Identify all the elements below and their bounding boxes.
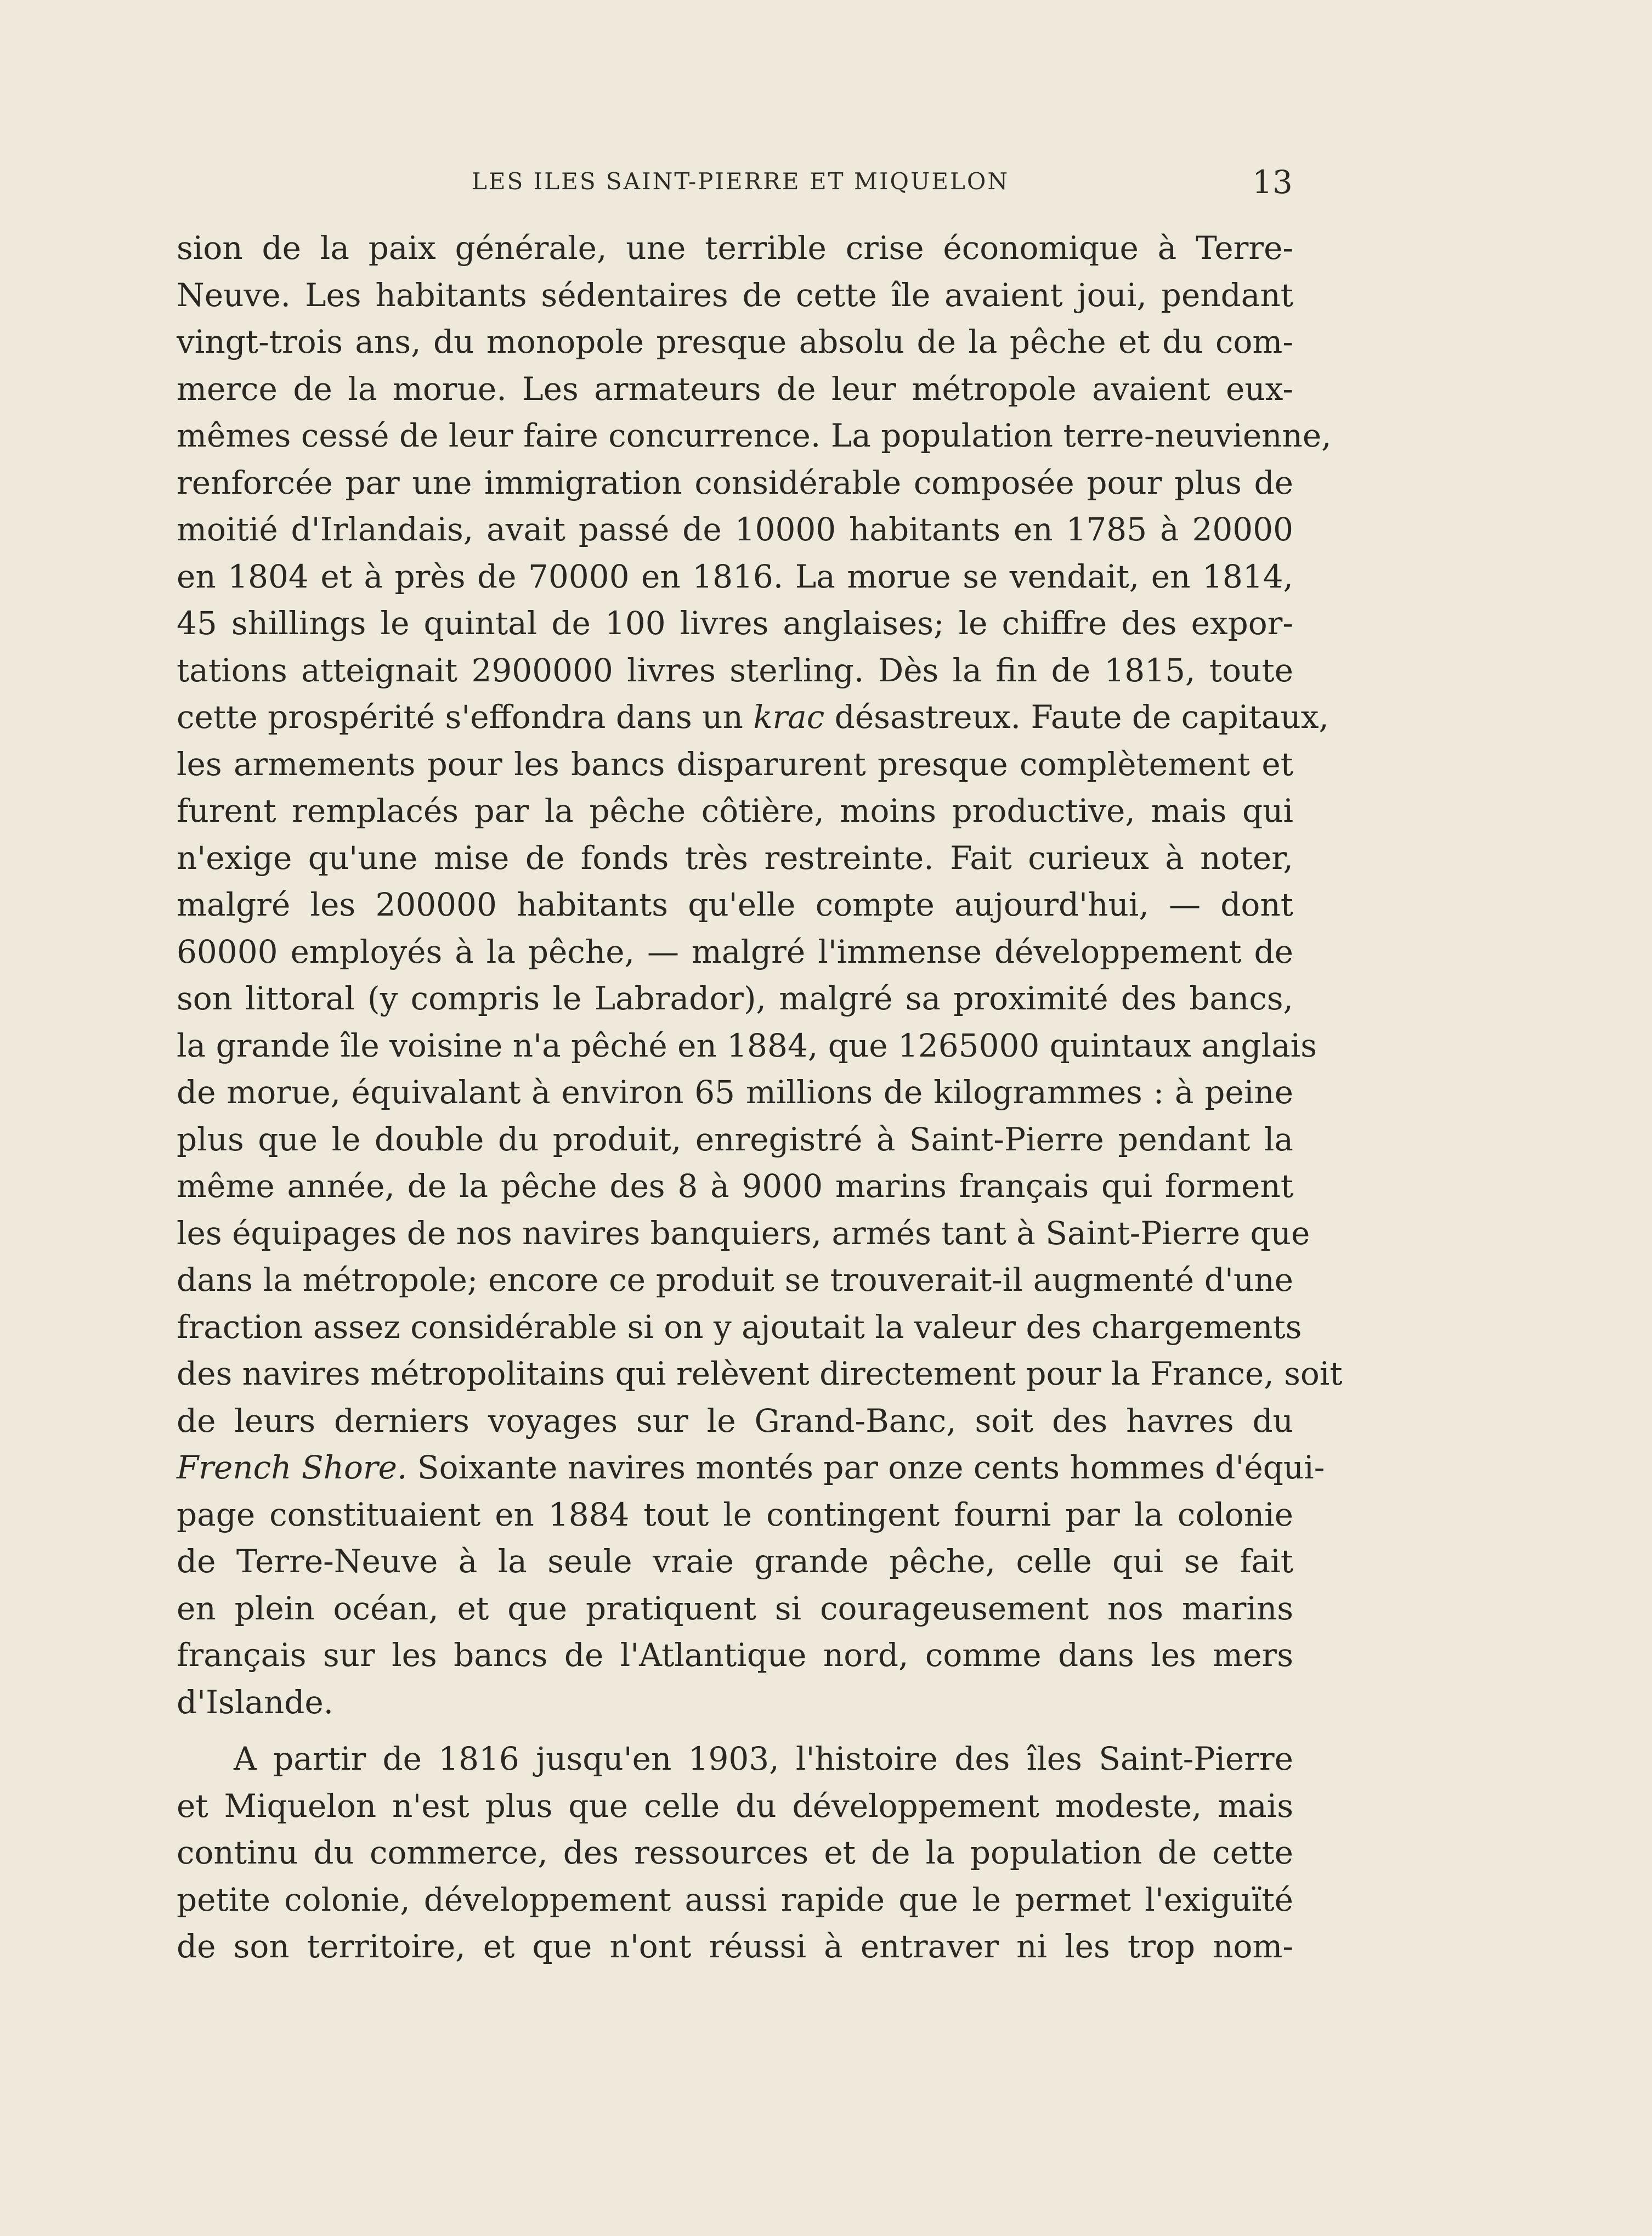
text-line: vingt-trois ans, du monopole presque absolu de la pêche et du com- (177, 323, 1293, 360)
text-line: merce de la morue. Les armateurs de leur métropole avaient eux- (177, 370, 1293, 408)
body-text (177, 225, 1343, 1970)
text-line: même année, de la pêche des 8 à 9000 marins français qui forment (177, 1167, 1293, 1205)
text-line: n'exige qu'une mise de fonds très restreinte. Fait curieux à noter, (177, 839, 1293, 877)
text-line: les armements pour les bancs disparurent presque complètement et (177, 745, 1293, 783)
paragraph-2 (177, 1736, 1293, 1970)
text-line: 60000 employés à la pêche, — malgré l'immense développement de (177, 933, 1293, 970)
text-line: sion de la paix générale, une terrible crise économique à Terre- (177, 229, 1293, 267)
text-segment: cette prospérité s'effondra dans un (177, 698, 754, 736)
text-line: son littoral (y compris le Labrador), malgré sa proximité des bancs, (177, 980, 1293, 1017)
text-line: la grande île voisine n'a pêché en 1884, que 1265000 quintaux anglais (177, 1026, 1317, 1064)
text-line: moitié d'Irlandais, avait passé de 10000 habitants en 1785 à 20000 (177, 511, 1293, 548)
italic-word-krac: krac (753, 698, 825, 736)
text-line: continu du commerce, des ressources et de la population de cette (177, 1834, 1293, 1871)
text-segment: Soixante navires montés par onze cents hommes d'équi- (407, 1449, 1325, 1486)
text-line: en 1804 et à près de 70000 en 1816. La morue se vendait, en 1814, (177, 557, 1293, 595)
text-line (177, 1444, 1325, 1492)
text-line: des navires métropolitains qui relèvent directement pour la France, soit (177, 1355, 1343, 1392)
text-line: les équipages de nos navires banquiers, armés tant à Saint-Pierre que (177, 1214, 1310, 1252)
text-line: tations atteignait 2900000 livres sterling. Dès la fin de 1815, toute (177, 651, 1293, 689)
text-line: de son territoire, et que n'ont réussi à entraver ni les trop nom- (177, 1928, 1293, 1965)
text-line: d'Islande. (177, 1683, 334, 1721)
text-line: plus que le double du produit, enregistré à Saint-Pierre pendant la (177, 1120, 1293, 1158)
paragraph-gap (177, 1726, 1293, 1736)
text-line: de morue, équivalant à environ 65 millions de kilogrammes : à peine (177, 1074, 1293, 1111)
text-line: furent remplacés par la pêche côtière, moins productive, mais qui (177, 792, 1293, 829)
text-line: renforcée par une immigration considérable composée pour plus de (177, 464, 1293, 501)
text-line: de Terre-Neuve à la seule vraie grande pêche, celle qui se fait (177, 1543, 1293, 1580)
paragraph-1 (177, 225, 1343, 1726)
text-line: A partir de 1816 jusqu'en 1903, l'histoire des îles Saint-Pierre (234, 1740, 1293, 1777)
text-line: 45 shillings le quintal de 100 livres anglaises; le chiffre des expor- (177, 605, 1293, 642)
text-line: petite colonie, développement aussi rapide que le permet l'exiguïté (177, 1881, 1293, 1918)
running-head: LES ILES SAINT-PIERRE ET MIQUELON (472, 168, 1010, 195)
text-line: français sur les bancs de l'Atlantique nord, comme dans les mers (177, 1636, 1293, 1674)
text-line: page constituaient en 1884 tout le contingent fourni par la colonie (177, 1495, 1293, 1533)
text-line: dans la métropole; encore ce produit se trouverait-il augmenté d'une (177, 1261, 1293, 1298)
text-line: mêmes cessé de leur faire concurrence. La population terre-neuvienne, (177, 417, 1332, 454)
text-line: en plein océan, et que pratiquent si courageusement nos marins (177, 1589, 1293, 1627)
text-segment: désastreux. Faute de capitaux, (824, 698, 1329, 736)
text-line: fraction assez considérable si on y ajoutait la valeur des chargements (177, 1308, 1302, 1346)
text-line (177, 694, 1329, 741)
page-number: 13 (1252, 163, 1293, 201)
text-line: malgré les 200000 habitants qu'elle compte aujourd'hui, — dont (177, 886, 1293, 923)
text-line: de leurs derniers voyages sur le Grand-Banc, soit des havres du (177, 1402, 1293, 1439)
text-line: et Miquelon n'est plus que celle du développement modeste, mais (177, 1787, 1293, 1825)
italic-french-shore: French Shore. (177, 1449, 408, 1486)
text-line: Neuve. Les habitants sédentaires de cette île avaient joui, pendant (177, 276, 1293, 314)
